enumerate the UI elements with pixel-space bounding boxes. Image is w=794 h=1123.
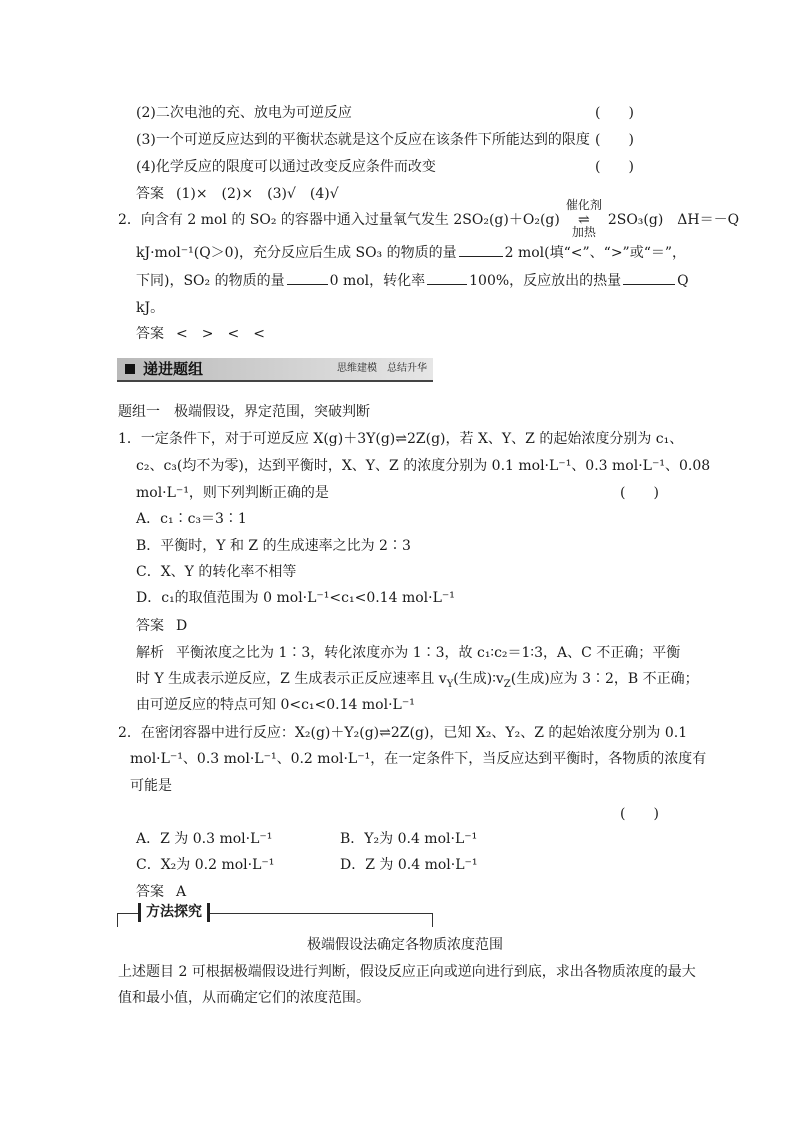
q2-stem-line: 可能是 — [130, 778, 172, 794]
q1-option-d: D．c₁的取值范围为 0 mol·L⁻¹<c₁<0.14 mol·L⁻¹ — [136, 590, 455, 606]
equilibrium-arrow-icon: ⇌ — [577, 212, 590, 228]
answer-label: 答案 — [136, 186, 164, 202]
method-paragraph-line: 值和最小值，从而确定它们的浓度范围。 — [118, 990, 370, 1006]
answer-blank — [623, 271, 675, 285]
section-header — [117, 358, 433, 382]
q1-option-a: A．c₁∶c₃＝3∶1 — [136, 511, 247, 527]
q2-option-a: A．Z 为 0.3 mol·L⁻¹ — [136, 831, 273, 847]
fill-question-answer — [136, 324, 265, 344]
reaction-condition — [560, 198, 608, 239]
q1-stem-line: c₂、c₃(均不为零)，达到平衡时，X、Y、Z 的浓度分别为 0.1 mol·L⁻¹、0.3 mol·L⁻¹、0.08 — [136, 458, 711, 474]
answer-bracket: ( ) — [620, 806, 659, 822]
answer-bracket: ( ) — [620, 485, 659, 501]
answer-bracket: ( ) — [595, 105, 634, 121]
method-paragraph-line: 上述题目 2 可根据极端假设进行判断，假设反应正向或逆向进行到底，求出各物质浓度的最大 — [118, 964, 696, 980]
answer-blank — [427, 271, 467, 285]
q1-option-c: C．X、Y 的转化率不相等 — [136, 564, 297, 580]
q1-answer — [136, 616, 187, 636]
section-title: 递进题组 — [143, 360, 204, 378]
q2-stem-line: mol·L⁻¹、0.3 mol·L⁻¹、0.2 mol·L⁻¹，在一定条件下，当反应达到平衡时，各物质的浓度有 — [130, 751, 707, 767]
question-text: Q — [677, 273, 689, 289]
section-subtitle: 思维建模 总结升华 — [337, 363, 427, 374]
answer-text: D — [176, 618, 188, 634]
judgement-item: (4)化学反应的限度可以通过改变反应条件而改变 — [136, 159, 436, 175]
answer-blank — [459, 243, 503, 257]
question-text: 下同)，SO₂ 的物质的量 — [136, 273, 285, 289]
method-tag: 方法探究 — [138, 903, 210, 922]
answer-text: A — [176, 884, 187, 900]
question-text: 100%，反应放出的热量 — [469, 273, 622, 289]
method-heading: 极端假设法确定各物质浓度范围 — [307, 937, 503, 953]
question-text: 2SO₃(g) ΔH＝－Q — [607, 212, 740, 228]
question-text: 0 mol，转化率 — [329, 273, 426, 289]
subscript: Z — [503, 678, 511, 690]
analysis-text: 时 Y 生成表示逆反应，Z 生成表示正反应速率且 v — [136, 671, 447, 687]
q2-option-d: D．Z 为 0.4 mol·L⁻¹ — [340, 857, 478, 873]
subscript: Y — [446, 678, 454, 690]
group-title: 题组一 极端假设，界定范围，突破判断 — [118, 404, 370, 420]
analysis-text: (生成)∶v — [453, 671, 504, 687]
answer-label: 答案 — [136, 884, 164, 900]
q1-analysis-line: 由可逆反应的特点可知 0<c₁<0.14 mol·L⁻¹ — [136, 697, 415, 713]
q2-option-c: C．X₂为 0.2 mol·L⁻¹ — [136, 857, 275, 873]
q2-answer — [136, 882, 186, 902]
q1-stem-line: mol·L⁻¹，则下列判断正确的是 — [136, 485, 329, 501]
question-text: 2．向含有 2 mol 的 SO₂ 的容器中通入过量氧气发生 2SO₂(g)＋O₂(g) — [118, 212, 560, 228]
square-bullet-icon — [125, 364, 135, 374]
answer-label: 答案 — [136, 326, 164, 342]
answer-text: (1)× (2)× (3)√ (4)√ — [176, 186, 339, 202]
q2-option-b: B．Y₂为 0.4 mol·L⁻¹ — [340, 831, 478, 847]
catalyst-label: 催化剂 — [565, 198, 602, 212]
answer-bracket: ( ) — [595, 132, 634, 148]
q2-stem-line: 2．在密闭容器中进行反应：X₂(g)＋Y₂(g)⇌2Z(g)，已知 X₂、Y₂、Z 的起始浓度分别为 0.1 — [118, 725, 688, 741]
answer-bracket: ( ) — [595, 159, 634, 175]
analysis-label: 解析 — [136, 645, 164, 661]
question-text: 2 mol(填“<”、“>”或“＝”， — [504, 245, 687, 261]
judgement-item: (3)一个可逆反应达到的平衡状态就是这个反应在该条件下所能达到的限度 — [136, 132, 590, 148]
analysis-text: 平衡浓度之比为 1∶3，转化浓度亦为 1∶3，故 c₁∶c₂＝1∶3，A、C 不正确；平衡 — [176, 645, 681, 661]
answer-label: 答案 — [136, 618, 164, 634]
q1-stem-line: 1．一定条件下，对于可逆反应 X(g)＋3Y(g)⇌2Z(g)，若 X、Y、Z 的起始浓度分别为 c₁、 — [118, 431, 684, 447]
fill-question-line — [136, 271, 689, 291]
answer-blank — [287, 271, 328, 285]
question-text: kJ·mol⁻¹(Q＞0)，充分反应后生成 SO₃ 的物质的量 — [136, 245, 457, 261]
heating-label: 加热 — [571, 225, 596, 239]
judgement-answer — [136, 184, 339, 204]
q1-analysis-line — [136, 669, 699, 689]
answer-text: < > < < — [176, 326, 265, 342]
fill-question-line: kJ。 — [136, 300, 165, 316]
judgement-item: (2)二次电池的充、放电为可逆反应 — [136, 105, 352, 121]
fill-question-line — [118, 198, 740, 239]
fill-question-line — [136, 243, 686, 263]
analysis-text: (生成)应为 3∶2，B 不正确； — [510, 671, 699, 687]
q1-analysis-line — [136, 643, 680, 663]
q1-option-b: B．平衡时，Y 和 Z 的生成速率之比为 2∶3 — [136, 538, 411, 554]
